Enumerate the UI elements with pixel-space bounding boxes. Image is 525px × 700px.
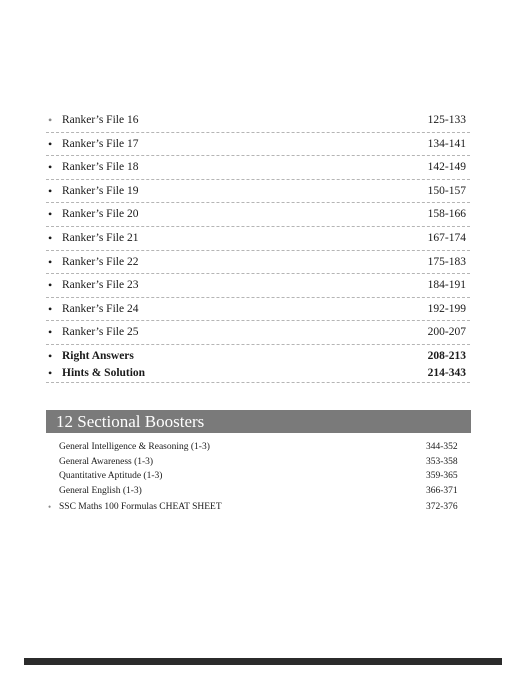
- toc-item-label: Ranker’s File 24: [62, 302, 139, 315]
- bullet-icon: •: [48, 207, 53, 222]
- bullet-icon: •: [48, 348, 53, 363]
- toc-item-rankers-file-19[interactable]: [46, 180, 470, 204]
- booster-item-reasoning[interactable]: [46, 440, 471, 455]
- toc-item-pages: 167-174: [427, 231, 466, 244]
- booster-item-pages: 344-352: [426, 442, 458, 452]
- bullet-icon: •: [48, 502, 52, 513]
- toc-item-pages: 134-141: [427, 137, 466, 150]
- bullet-icon: •: [48, 113, 53, 127]
- toc-item-rankers-file-20[interactable]: [46, 203, 470, 227]
- toc-item-label: Right Answers: [62, 349, 134, 362]
- toc-item-pages: 200-207: [427, 326, 466, 339]
- bullet-icon: •: [48, 301, 53, 316]
- booster-item-pages: 372-376: [426, 502, 458, 513]
- bullet-icon: •: [48, 254, 53, 269]
- toc-item-label: Hints & Solution: [62, 366, 146, 379]
- table-of-contents: [46, 109, 470, 383]
- bullet-icon: •: [48, 230, 53, 245]
- booster-item-awareness[interactable]: [46, 455, 471, 470]
- toc-item-pages: 175-183: [427, 255, 466, 268]
- bullet-icon: •: [48, 365, 53, 380]
- booster-item-cheat-sheet[interactable]: [46, 500, 471, 515]
- toc-item-pages: 208-213: [427, 349, 466, 362]
- bullet-icon: •: [48, 278, 53, 293]
- toc-item-pages: 150-157: [427, 184, 466, 197]
- toc-item-rankers-file-25[interactable]: [46, 321, 470, 345]
- toc-item-label: Ranker’s File 17: [62, 137, 139, 150]
- toc-item-label: Ranker’s File 18: [62, 161, 139, 174]
- bullet-icon: •: [48, 160, 53, 175]
- footer-bar: [24, 658, 502, 665]
- booster-item-label: General Awareness (1-3): [59, 456, 154, 467]
- toc-item-rankers-file-21[interactable]: [46, 227, 470, 251]
- booster-item-quantitative[interactable]: [46, 469, 471, 484]
- booster-item-pages: 353-358: [426, 456, 458, 467]
- booster-item-pages: 359-365: [426, 471, 458, 482]
- booster-item-label: SSC Maths 100 Formulas CHEAT SHEET: [59, 502, 222, 513]
- toc-item-label: Ranker’s File 21: [62, 231, 139, 244]
- toc-item-pages: 125-133: [427, 114, 466, 126]
- booster-item-label: General Intelligence & Reasoning (1-3): [59, 442, 210, 452]
- toc-item-rankers-file-23[interactable]: [46, 274, 470, 298]
- toc-item-rankers-file-18[interactable]: [46, 156, 470, 180]
- toc-item-rankers-file-17[interactable]: [46, 133, 470, 157]
- toc-item-rankers-file-24[interactable]: [46, 298, 470, 322]
- section-title: 12 Sectional Boosters: [56, 412, 205, 431]
- toc-item-label: Ranker’s File 16: [62, 114, 139, 126]
- sectional-boosters-list: [46, 440, 471, 515]
- bullet-icon: •: [48, 325, 53, 340]
- toc-item-label: Ranker’s File 19: [62, 184, 139, 197]
- booster-item-pages: 366-371: [426, 485, 458, 496]
- booster-item-english[interactable]: [46, 484, 471, 499]
- toc-item-pages: 158-166: [427, 208, 466, 221]
- bullet-icon: •: [48, 136, 53, 151]
- section-header: [46, 410, 471, 433]
- booster-item-label: General English (1-3): [59, 485, 142, 496]
- toc-item-right-answers[interactable]: [46, 345, 470, 362]
- bullet-icon: •: [48, 183, 53, 198]
- toc-item-pages: 142-149: [427, 161, 466, 174]
- toc-item-label: Ranker’s File 20: [62, 208, 139, 221]
- toc-item-rankers-file-22[interactable]: [46, 251, 470, 275]
- toc-item-label: Ranker’s File 25: [62, 326, 139, 339]
- toc-item-pages: 214-343: [427, 366, 466, 379]
- toc-item-label: Ranker’s File 22: [62, 255, 139, 268]
- toc-item-pages: 184-191: [427, 279, 466, 292]
- toc-item-label: Ranker’s File 23: [62, 279, 139, 292]
- toc-item-rankers-file-16[interactable]: [46, 109, 470, 133]
- toc-item-pages: 192-199: [427, 302, 466, 315]
- toc-item-hints-solution[interactable]: [46, 362, 470, 383]
- booster-item-label: Quantitative Aptitude (1-3): [59, 471, 163, 482]
